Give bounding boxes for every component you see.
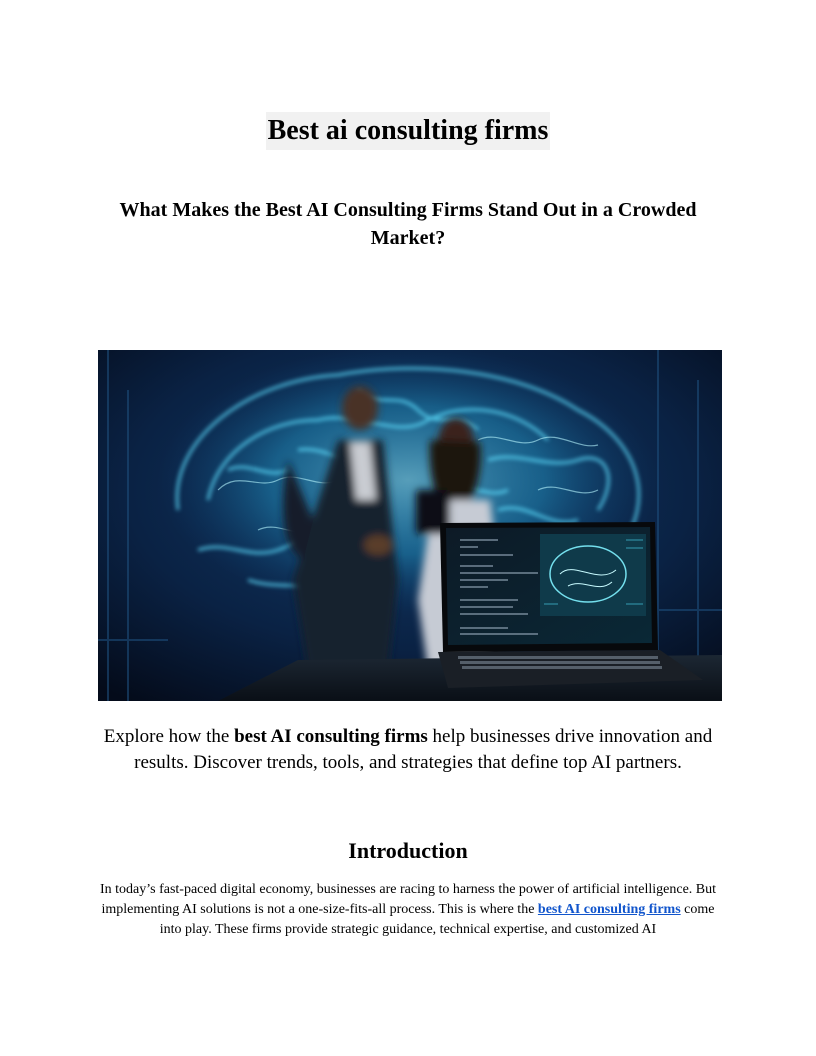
lead-text-end: help businesses drive innovation and results. Discover trends, tools, and strategies that define top AI partners. [134,726,713,773]
document-title [0,110,816,150]
introduction-heading: Introduction [348,838,468,863]
lead-bold-phrase: best AI consulting firms [234,726,428,747]
lead-paragraph [96,724,720,776]
title-text: Best ai consulting firms [266,112,551,150]
hero-image [98,350,722,701]
lead-text-start: Explore how the [103,726,235,747]
intro-text-end: come into play. These firms provide strategic guidance, technical expertise, and customized AI [159,902,715,937]
document-subtitle: What Makes the Best AI Consulting Firms Stand Out in a Crowded Market? [119,199,697,249]
introduction-paragraph [96,880,720,940]
intro-text-start: In today’s fast-paced digital economy, businesses are racing to harness the power of artificial intelligence. But implementing AI solutions is not a one-size-fits-all process. This is where the [99,882,717,917]
hero-illustration [98,350,722,701]
consulting-firms-link[interactable]: best AI consulting firms [537,902,681,917]
